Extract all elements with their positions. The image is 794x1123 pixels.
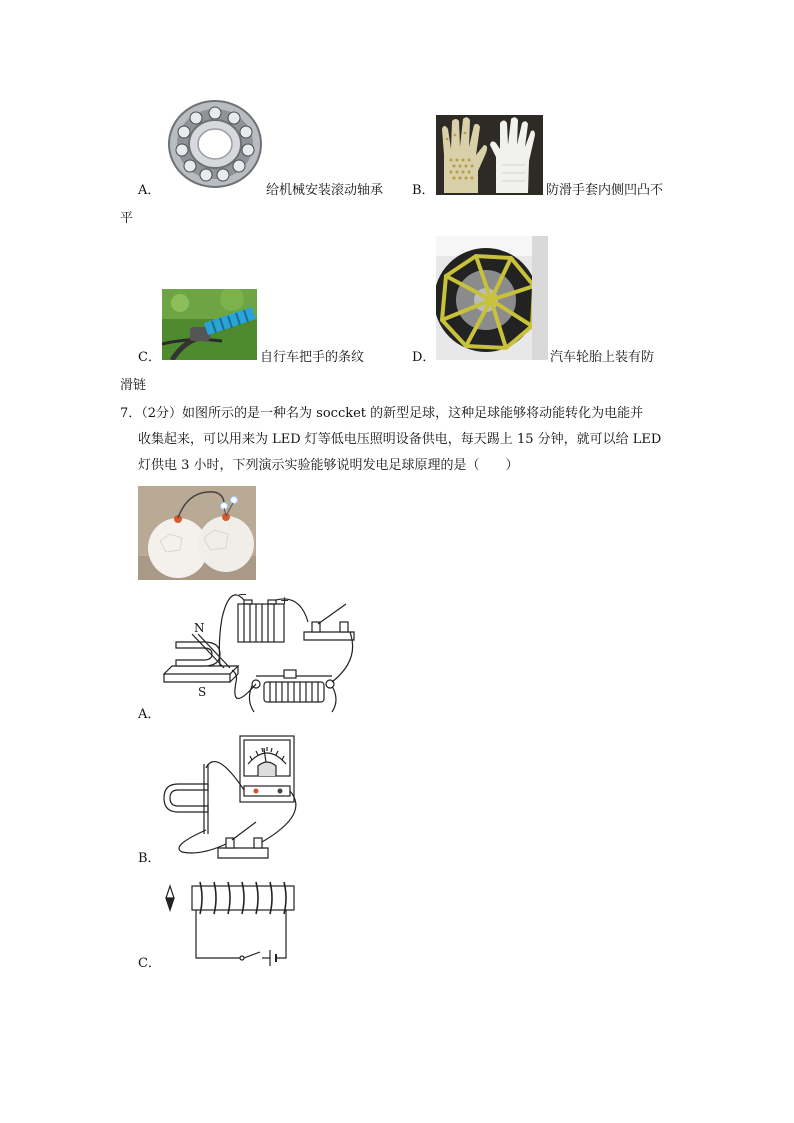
fig-a-label-n: N [194, 621, 205, 635]
q6-option-b-text: 防滑手套内侧凹凸不 [546, 183, 664, 198]
q6-option-c-text: 自行车把手的条纹 [260, 350, 365, 365]
soccket-ball-image [138, 486, 256, 580]
q6-option-d-label: D． [412, 350, 436, 365]
q6-option-d-text-cont: 滑链 [120, 378, 147, 393]
q6-option-a-label: A． [138, 183, 161, 198]
gloves-image [436, 115, 543, 195]
bearing-image [166, 98, 264, 190]
q7-option-b-label: B． [138, 851, 161, 866]
figure-c-solenoid-circuit [160, 876, 300, 968]
fig-a-label-s: S [198, 685, 207, 699]
q7-stem-line-3: 灯供电 3 小时，下列演示实验能够说明发电足球原理的是（ ） [138, 458, 519, 473]
bicycle-grip-image [162, 289, 257, 360]
fig-a-label-minus: − [238, 590, 248, 601]
figure-a-motor-circuit [160, 590, 360, 720]
figure-b-galvanometer-circuit [160, 734, 310, 864]
q7-option-a-label: A． [138, 707, 161, 722]
q7-option-c-label: C． [138, 956, 161, 971]
q7-stem-line-1: 7．（2分）如图所示的是一种名为 soccket 的新型足球，这种足球能够将动能转化为电能并 [120, 406, 644, 421]
fig-a-label-plus: + [280, 594, 290, 607]
tire-chain-image [436, 236, 548, 360]
q6-option-d-text: 汽车轮胎上装有防 [550, 350, 655, 365]
q6-option-b-text-cont: 平 [120, 211, 134, 226]
q6-option-a-text: 给机械安装滚动轴承 [266, 183, 384, 198]
q7-stem-line-2: 收集起来，可以用来为 LED 灯等低电压照明设备供电，每天踢上 15 分钟，就可以给 LED [138, 432, 662, 447]
q6-option-c-label: C． [138, 350, 161, 365]
q6-option-b-label: B． [412, 183, 435, 198]
